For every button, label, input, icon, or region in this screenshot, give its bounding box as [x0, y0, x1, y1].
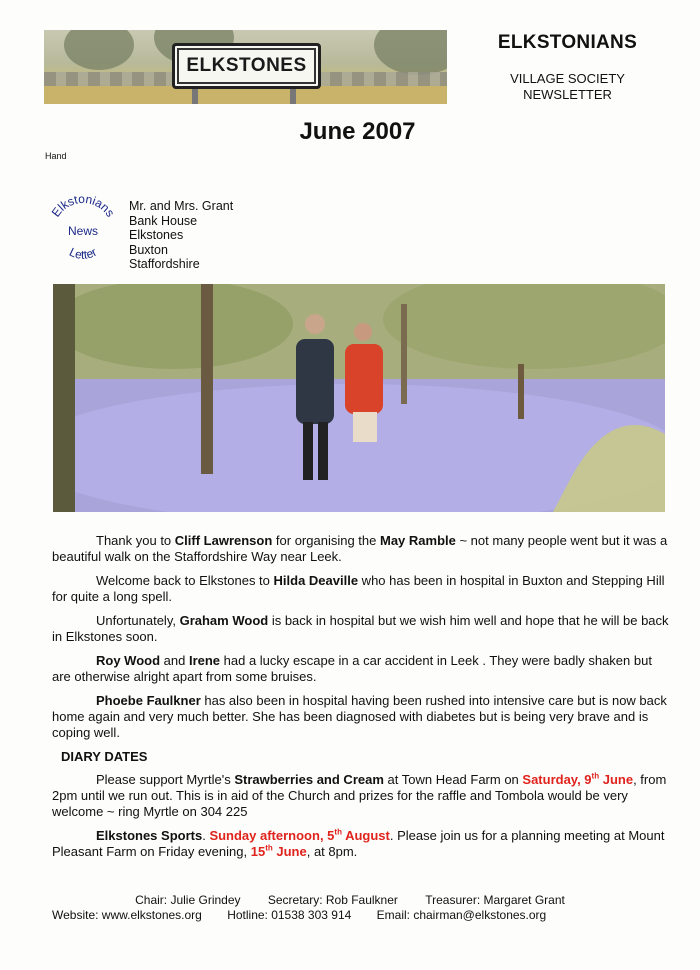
bluebell-walk-photo [53, 284, 665, 512]
news-paragraph: Roy Wood and Irene had a lucky escape in a car accident in Leek . They were badly shaken but are otherwise alright apart from some bruises. [52, 653, 652, 684]
photo-illustration [53, 284, 665, 512]
footer-email: Email: chairman@elkstones.org [376, 908, 547, 922]
logo-center-text: News [67, 224, 99, 238]
subtitle-line1: VILLAGE SOCIETY [510, 71, 625, 86]
news-paragraph: Unfortunately, Graham Wood is back in hospital but we wish him well and hope that he will be back in Elkstones soon. [52, 613, 669, 644]
logo-arc-top: Elkstonians [48, 191, 118, 220]
society-subtitle [455, 71, 680, 103]
footer-officers [0, 893, 700, 907]
footer-chair: Chair: Julie Grindey [135, 893, 241, 907]
address-line: Bank House [129, 213, 198, 228]
address-line: Mr. and Mrs. Grant [129, 199, 234, 213]
address-line: Buxton [129, 242, 168, 257]
footer-treasurer: Treasurer: Margaret Grant [425, 893, 565, 907]
news-paragraph: Phoebe Faulkner has also been in hospital having been rushed into intensive care but is now back home again and very much better. She has been diagnosed with diabetes but is being very brave and is coping well. [52, 693, 667, 740]
subtitle-line2: NEWSLETTER [523, 87, 612, 102]
village-sign: ELKSTONES [172, 43, 321, 89]
mailing-address [129, 199, 233, 272]
newsletter-body [52, 533, 670, 868]
footer-website: Website: www.elkstones.org [52, 908, 202, 922]
news-paragraph: Welcome back to Elkstones to Hilda Deaville who has been in hospital in Buxton and Stepping Hill for quite a long spell. [52, 573, 665, 604]
delivery-label: Hand [45, 151, 67, 161]
newsletter-logo [44, 190, 122, 268]
tree-shape [374, 30, 447, 75]
diary-item: Please support Myrtle's Strawberries and Cream at Town Head Farm on Saturday, 9th June, from 2pm until we run out. This is in aid of the Church and prizes for the raffle and Tombola would be very welcome ~ ring Myrtle on 304 225 [52, 771, 667, 819]
tree-shape [64, 30, 134, 70]
diary-heading: DIARY DATES [61, 749, 148, 764]
society-title: ELKSTONIANS [497, 32, 638, 53]
footer-secretary: Secretary: Rob Faulkner [267, 893, 398, 907]
address-line: Staffordshire [129, 257, 200, 271]
footer-contacts [52, 908, 652, 922]
logo-arc-bottom: Letter [67, 244, 100, 262]
diary-item: Elkstones Sports. Sunday afternoon, 5th August. Please join us for a planning meeting at Mount Pleasant Farm on Friday evening, 15th June, at 8pm. [52, 827, 665, 859]
issue-date: June 2007 [299, 118, 416, 145]
address-line: Elkstones [129, 228, 184, 242]
footer-hotline: Hotline: 01538 303 914 [227, 908, 352, 922]
news-paragraph: Thank you to Cliff Lawrenson for organising the May Ramble ~ not many people went but it was a beautiful walk on the Staffordshire Way near Leek. [52, 533, 668, 564]
